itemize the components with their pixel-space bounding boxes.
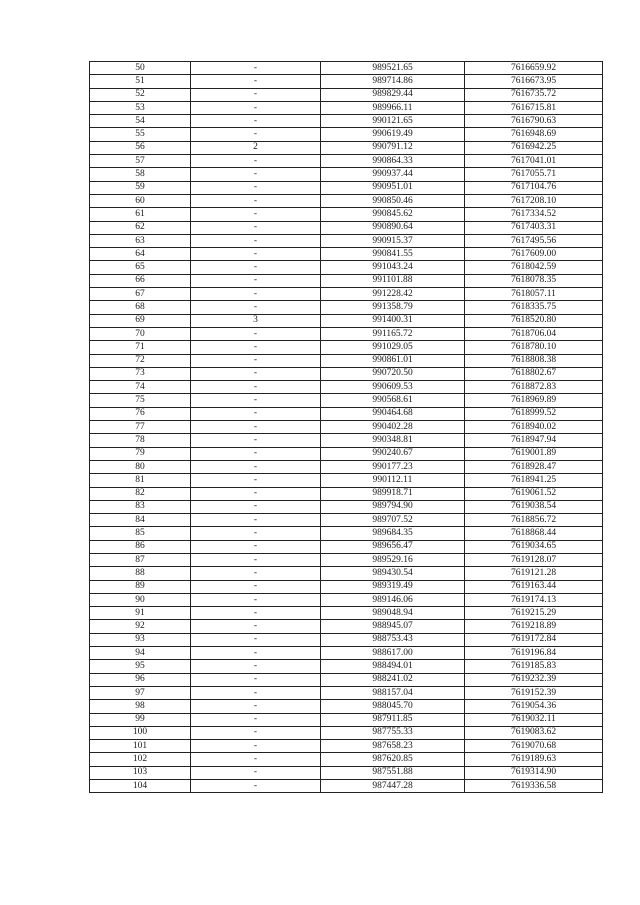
point-number-cell: 74 (90, 381, 191, 394)
table-row (90, 500, 603, 513)
x-coordinate-cell: 987620.85 (321, 753, 465, 766)
point-number-cell: 102 (90, 753, 191, 766)
point-number-cell: 54 (90, 115, 191, 128)
marker-cell: - (191, 341, 321, 354)
x-coordinate-cell: 990841.55 (321, 248, 465, 261)
y-coordinate-cell: 7619034.65 (465, 540, 603, 553)
x-coordinate-cell: 987755.33 (321, 726, 465, 739)
y-coordinate-cell: 7616715.81 (465, 101, 603, 114)
marker-cell: - (191, 327, 321, 340)
y-coordinate-cell: 7619172.84 (465, 633, 603, 646)
x-coordinate-cell: 989714.86 (321, 75, 465, 88)
point-number-cell: 62 (90, 221, 191, 234)
table-row (90, 221, 603, 234)
point-number-cell: 92 (90, 620, 191, 633)
point-number-cell: 87 (90, 553, 191, 566)
y-coordinate-cell: 7618802.67 (465, 367, 603, 380)
point-number-cell: 94 (90, 647, 191, 660)
point-number-cell: 61 (90, 208, 191, 221)
point-number-cell: 57 (90, 155, 191, 168)
table-row (90, 421, 603, 434)
y-coordinate-cell: 7619218.89 (465, 620, 603, 633)
point-number-cell: 75 (90, 394, 191, 407)
y-coordinate-cell: 7619001.89 (465, 447, 603, 460)
table-row (90, 447, 603, 460)
table-row (90, 580, 603, 593)
x-coordinate-cell: 990720.50 (321, 367, 465, 380)
table-row (90, 327, 603, 340)
marker-cell: - (191, 234, 321, 247)
marker-cell: - (191, 248, 321, 261)
point-number-cell: 64 (90, 248, 191, 261)
table-row (90, 647, 603, 660)
x-coordinate-cell: 989521.65 (321, 62, 465, 75)
table-row (90, 128, 603, 141)
table-row (90, 115, 603, 128)
x-coordinate-cell: 987447.28 (321, 780, 465, 793)
x-coordinate-cell: 990402.28 (321, 421, 465, 434)
x-coordinate-cell: 990348.81 (321, 434, 465, 447)
y-coordinate-cell: 7619163.44 (465, 580, 603, 593)
point-number-cell: 50 (90, 62, 191, 75)
x-coordinate-cell: 989048.94 (321, 607, 465, 620)
x-coordinate-cell: 989707.52 (321, 514, 465, 527)
x-coordinate-cell: 991228.42 (321, 288, 465, 301)
point-number-cell: 72 (90, 354, 191, 367)
marker-cell: - (191, 660, 321, 673)
point-number-cell: 55 (90, 128, 191, 141)
marker-cell: - (191, 168, 321, 181)
point-number-cell: 98 (90, 700, 191, 713)
table-row (90, 314, 603, 327)
marker-cell: 3 (191, 314, 321, 327)
y-coordinate-cell: 7618999.52 (465, 407, 603, 420)
coordinates-table-body (90, 62, 603, 793)
table-row (90, 381, 603, 394)
marker-cell: - (191, 181, 321, 194)
y-coordinate-cell: 7618856.72 (465, 514, 603, 527)
table-row (90, 181, 603, 194)
table-row (90, 354, 603, 367)
table-row (90, 155, 603, 168)
y-coordinate-cell: 7619032.11 (465, 713, 603, 726)
x-coordinate-cell: 991165.72 (321, 327, 465, 340)
point-number-cell: 99 (90, 713, 191, 726)
table-row (90, 141, 603, 154)
y-coordinate-cell: 7618928.47 (465, 460, 603, 473)
y-coordinate-cell: 7618808.38 (465, 354, 603, 367)
marker-cell: - (191, 620, 321, 633)
point-number-cell: 81 (90, 474, 191, 487)
marker-cell: - (191, 686, 321, 699)
table-row (90, 261, 603, 274)
x-coordinate-cell: 989656.47 (321, 540, 465, 553)
marker-cell: - (191, 288, 321, 301)
marker-cell: - (191, 447, 321, 460)
marker-cell: - (191, 421, 321, 434)
marker-cell: - (191, 580, 321, 593)
marker-cell: - (191, 540, 321, 553)
marker-cell: - (191, 593, 321, 606)
table-row (90, 474, 603, 487)
marker-cell: - (191, 301, 321, 314)
x-coordinate-cell: 991358.79 (321, 301, 465, 314)
y-coordinate-cell: 7618042.59 (465, 261, 603, 274)
table-row (90, 726, 603, 739)
x-coordinate-cell: 990464.68 (321, 407, 465, 420)
point-number-cell: 51 (90, 75, 191, 88)
table-row (90, 700, 603, 713)
point-number-cell: 66 (90, 274, 191, 287)
table-row (90, 62, 603, 75)
point-number-cell: 60 (90, 194, 191, 207)
point-number-cell: 83 (90, 500, 191, 513)
x-coordinate-cell: 990845.62 (321, 208, 465, 221)
marker-cell: - (191, 753, 321, 766)
table-row (90, 527, 603, 540)
y-coordinate-cell: 7617104.76 (465, 181, 603, 194)
coordinates-table (89, 61, 603, 793)
x-coordinate-cell: 990177.23 (321, 460, 465, 473)
marker-cell: - (191, 261, 321, 274)
marker-cell: - (191, 88, 321, 101)
table-row (90, 168, 603, 181)
table-row (90, 607, 603, 620)
y-coordinate-cell: 7619232.39 (465, 673, 603, 686)
table-row (90, 593, 603, 606)
y-coordinate-cell: 7618078.35 (465, 274, 603, 287)
table-row (90, 553, 603, 566)
y-coordinate-cell: 7616942.25 (465, 141, 603, 154)
marker-cell: - (191, 221, 321, 234)
y-coordinate-cell: 7619128.07 (465, 553, 603, 566)
table-row (90, 288, 603, 301)
point-number-cell: 97 (90, 686, 191, 699)
table-row (90, 75, 603, 88)
point-number-cell: 90 (90, 593, 191, 606)
y-coordinate-cell: 7618780.10 (465, 341, 603, 354)
marker-cell: - (191, 713, 321, 726)
y-coordinate-cell: 7616659.92 (465, 62, 603, 75)
y-coordinate-cell: 7618941.25 (465, 474, 603, 487)
y-coordinate-cell: 7618335.75 (465, 301, 603, 314)
y-coordinate-cell: 7619083.62 (465, 726, 603, 739)
table-row (90, 208, 603, 221)
point-number-cell: 65 (90, 261, 191, 274)
y-coordinate-cell: 7618969.89 (465, 394, 603, 407)
y-coordinate-cell: 7618057.11 (465, 288, 603, 301)
marker-cell: - (191, 208, 321, 221)
marker-cell: - (191, 367, 321, 380)
marker-cell: - (191, 128, 321, 141)
y-coordinate-cell: 7619189.63 (465, 753, 603, 766)
table-row (90, 301, 603, 314)
point-number-cell: 91 (90, 607, 191, 620)
point-number-cell: 77 (90, 421, 191, 434)
point-number-cell: 85 (90, 527, 191, 540)
marker-cell: - (191, 740, 321, 753)
point-number-cell: 103 (90, 766, 191, 779)
x-coordinate-cell: 987911.85 (321, 713, 465, 726)
x-coordinate-cell: 989829.44 (321, 88, 465, 101)
x-coordinate-cell: 991101.88 (321, 274, 465, 287)
point-number-cell: 84 (90, 514, 191, 527)
point-number-cell: 100 (90, 726, 191, 739)
table-row (90, 367, 603, 380)
y-coordinate-cell: 7619336.58 (465, 780, 603, 793)
marker-cell: - (191, 460, 321, 473)
y-coordinate-cell: 7616948.69 (465, 128, 603, 141)
marker-cell: - (191, 155, 321, 168)
point-number-cell: 52 (90, 88, 191, 101)
x-coordinate-cell: 990937.44 (321, 168, 465, 181)
y-coordinate-cell: 7617334.52 (465, 208, 603, 221)
table-row (90, 514, 603, 527)
x-coordinate-cell: 988241.02 (321, 673, 465, 686)
point-number-cell: 79 (90, 447, 191, 460)
table-row (90, 753, 603, 766)
x-coordinate-cell: 991029.05 (321, 341, 465, 354)
point-number-cell: 93 (90, 633, 191, 646)
y-coordinate-cell: 7619196.84 (465, 647, 603, 660)
marker-cell: - (191, 633, 321, 646)
marker-cell: - (191, 607, 321, 620)
x-coordinate-cell: 988617.00 (321, 647, 465, 660)
point-number-cell: 89 (90, 580, 191, 593)
y-coordinate-cell: 7619152.39 (465, 686, 603, 699)
y-coordinate-cell: 7618872.83 (465, 381, 603, 394)
point-number-cell: 95 (90, 660, 191, 673)
x-coordinate-cell: 988945.07 (321, 620, 465, 633)
y-coordinate-cell: 7619121.28 (465, 567, 603, 580)
table-row (90, 434, 603, 447)
y-coordinate-cell: 7617609.00 (465, 248, 603, 261)
x-coordinate-cell: 990850.46 (321, 194, 465, 207)
marker-cell: - (191, 115, 321, 128)
marker-cell: - (191, 434, 321, 447)
table-row (90, 487, 603, 500)
marker-cell: - (191, 101, 321, 114)
y-coordinate-cell: 7619070.68 (465, 740, 603, 753)
table-row (90, 88, 603, 101)
x-coordinate-cell: 989319.49 (321, 580, 465, 593)
x-coordinate-cell: 987551.88 (321, 766, 465, 779)
x-coordinate-cell: 990915.37 (321, 234, 465, 247)
marker-cell: - (191, 487, 321, 500)
x-coordinate-cell: 990121.65 (321, 115, 465, 128)
x-coordinate-cell: 990951.01 (321, 181, 465, 194)
table-row (90, 740, 603, 753)
point-number-cell: 78 (90, 434, 191, 447)
table-row (90, 686, 603, 699)
point-number-cell: 59 (90, 181, 191, 194)
x-coordinate-cell: 991043.24 (321, 261, 465, 274)
y-coordinate-cell: 7617055.71 (465, 168, 603, 181)
y-coordinate-cell: 7617403.31 (465, 221, 603, 234)
point-number-cell: 56 (90, 141, 191, 154)
table-row (90, 194, 603, 207)
y-coordinate-cell: 7616673.95 (465, 75, 603, 88)
x-coordinate-cell: 989918.71 (321, 487, 465, 500)
point-number-cell: 86 (90, 540, 191, 553)
x-coordinate-cell: 990861.01 (321, 354, 465, 367)
y-coordinate-cell: 7619185.83 (465, 660, 603, 673)
marker-cell: - (191, 514, 321, 527)
point-number-cell: 67 (90, 288, 191, 301)
table-row (90, 673, 603, 686)
point-number-cell: 101 (90, 740, 191, 753)
table-row (90, 766, 603, 779)
x-coordinate-cell: 989146.06 (321, 593, 465, 606)
x-coordinate-cell: 990619.49 (321, 128, 465, 141)
table-row (90, 234, 603, 247)
x-coordinate-cell: 990568.61 (321, 394, 465, 407)
x-coordinate-cell: 990864.33 (321, 155, 465, 168)
y-coordinate-cell: 7617495.56 (465, 234, 603, 247)
x-coordinate-cell: 988494.01 (321, 660, 465, 673)
marker-cell: - (191, 474, 321, 487)
x-coordinate-cell: 990609.53 (321, 381, 465, 394)
y-coordinate-cell: 7618868.44 (465, 527, 603, 540)
table-row (90, 620, 603, 633)
table-row (90, 460, 603, 473)
x-coordinate-cell: 987658.23 (321, 740, 465, 753)
marker-cell: - (191, 500, 321, 513)
marker-cell: - (191, 394, 321, 407)
point-number-cell: 53 (90, 101, 191, 114)
point-number-cell: 71 (90, 341, 191, 354)
x-coordinate-cell: 990890.64 (321, 221, 465, 234)
point-number-cell: 69 (90, 314, 191, 327)
x-coordinate-cell: 990112.11 (321, 474, 465, 487)
marker-cell: - (191, 62, 321, 75)
x-coordinate-cell: 989529.16 (321, 553, 465, 566)
marker-cell: - (191, 647, 321, 660)
y-coordinate-cell: 7617041.01 (465, 155, 603, 168)
marker-cell: - (191, 274, 321, 287)
x-coordinate-cell: 989794.90 (321, 500, 465, 513)
x-coordinate-cell: 989430.54 (321, 567, 465, 580)
marker-cell: - (191, 354, 321, 367)
point-number-cell: 96 (90, 673, 191, 686)
point-number-cell: 80 (90, 460, 191, 473)
y-coordinate-cell: 7618940.02 (465, 421, 603, 434)
x-coordinate-cell: 989966.11 (321, 101, 465, 114)
y-coordinate-cell: 7618947.94 (465, 434, 603, 447)
x-coordinate-cell: 990240.67 (321, 447, 465, 460)
marker-cell: - (191, 381, 321, 394)
marker-cell: - (191, 567, 321, 580)
marker-cell: - (191, 673, 321, 686)
table-row (90, 713, 603, 726)
x-coordinate-cell: 988753.43 (321, 633, 465, 646)
marker-cell: - (191, 407, 321, 420)
table-row (90, 567, 603, 580)
y-coordinate-cell: 7619061.52 (465, 487, 603, 500)
y-coordinate-cell: 7619038.54 (465, 500, 603, 513)
y-coordinate-cell: 7619054.36 (465, 700, 603, 713)
marker-cell: - (191, 194, 321, 207)
point-number-cell: 104 (90, 780, 191, 793)
x-coordinate-cell: 988045.70 (321, 700, 465, 713)
point-number-cell: 76 (90, 407, 191, 420)
y-coordinate-cell: 7619314.90 (465, 766, 603, 779)
y-coordinate-cell: 7616735.72 (465, 88, 603, 101)
table-row (90, 274, 603, 287)
point-number-cell: 68 (90, 301, 191, 314)
y-coordinate-cell: 7617208.10 (465, 194, 603, 207)
y-coordinate-cell: 7618706.04 (465, 327, 603, 340)
table-row (90, 341, 603, 354)
marker-cell: - (191, 766, 321, 779)
y-coordinate-cell: 7619215.29 (465, 607, 603, 620)
table-row (90, 540, 603, 553)
marker-cell: 2 (191, 141, 321, 154)
marker-cell: - (191, 75, 321, 88)
point-number-cell: 73 (90, 367, 191, 380)
point-number-cell: 58 (90, 168, 191, 181)
marker-cell: - (191, 527, 321, 540)
marker-cell: - (191, 553, 321, 566)
x-coordinate-cell: 990791.12 (321, 141, 465, 154)
y-coordinate-cell: 7619174.13 (465, 593, 603, 606)
table-row (90, 633, 603, 646)
point-number-cell: 70 (90, 327, 191, 340)
table-row (90, 660, 603, 673)
x-coordinate-cell: 991400.31 (321, 314, 465, 327)
marker-cell: - (191, 700, 321, 713)
table-row (90, 780, 603, 793)
marker-cell: - (191, 780, 321, 793)
table-row (90, 248, 603, 261)
table-row (90, 407, 603, 420)
marker-cell: - (191, 726, 321, 739)
point-number-cell: 63 (90, 234, 191, 247)
x-coordinate-cell: 989684.35 (321, 527, 465, 540)
y-coordinate-cell: 7618520.80 (465, 314, 603, 327)
table-row (90, 394, 603, 407)
y-coordinate-cell: 7616790.63 (465, 115, 603, 128)
x-coordinate-cell: 988157.04 (321, 686, 465, 699)
point-number-cell: 88 (90, 567, 191, 580)
table-row (90, 101, 603, 114)
point-number-cell: 82 (90, 487, 191, 500)
